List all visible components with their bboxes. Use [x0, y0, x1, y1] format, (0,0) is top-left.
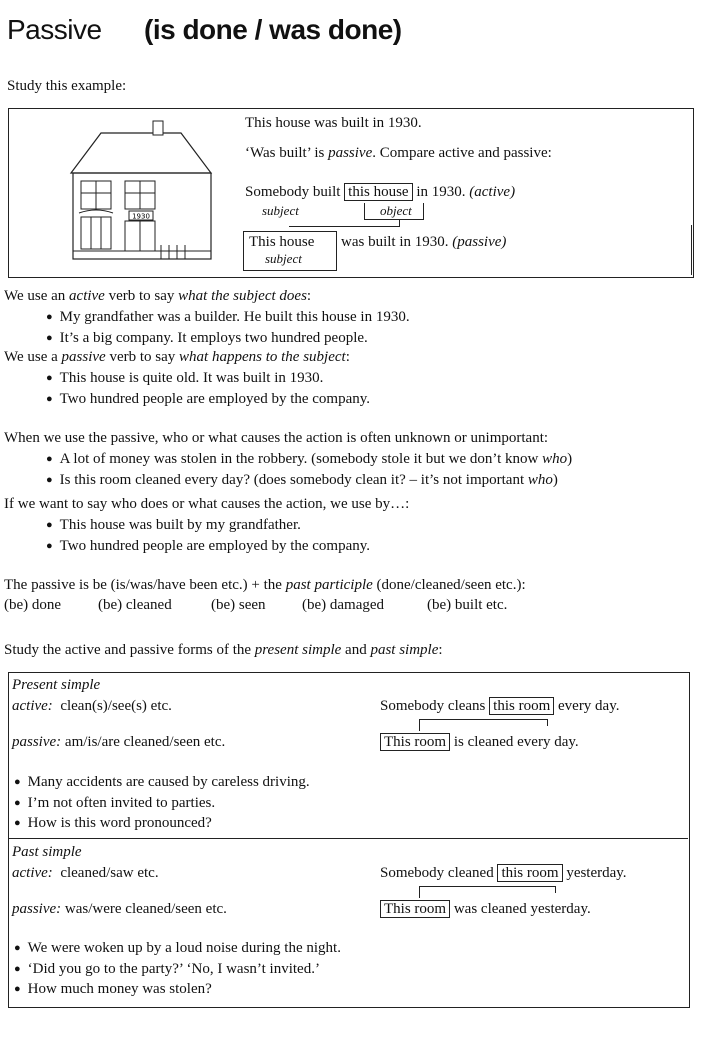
present-active-row: active: clean(s)/see(s) etc.: [12, 698, 172, 714]
unknown-agent-bullet-1: ● A lot of money was stolen in the robbery. (somebody stole it but we don’t know who): [46, 451, 572, 468]
past-passive-example: This room was cleaned yesterday.: [380, 901, 591, 918]
page-title-form: (is done / was done): [144, 14, 402, 45]
unknown-agent-intro: When we use the passive, who or what causes the action is often unknown or unimportant:: [4, 430, 549, 446]
present-active-example: Somebody cleans this room every day.: [380, 698, 620, 714]
passive-intro: We use a passive verb to say what happens to the subject:: [4, 349, 350, 365]
present-passive-row: passive: am/is/are cleaned/seen etc.: [12, 734, 226, 750]
unknown-agent-bullet-2: ● Is this room cleaned every day? (does somebody clean it? – it’s not important who): [46, 472, 558, 489]
present-bullet-3: ● How is this word pronounced?: [14, 815, 212, 832]
page-title: Passive: [7, 14, 102, 45]
house-number: 1930: [132, 212, 150, 221]
present-bullet-2: ● I’m not often invited to parties.: [14, 795, 215, 812]
house-illustration: [61, 115, 221, 265]
present-bullet-1: ● Many accidents are caused by careless driving.: [14, 774, 310, 791]
passive-bullet-2: ● Two hundred people are employed by the company.: [46, 391, 370, 408]
form-5: (be) built etc.: [427, 597, 508, 613]
past-active-example: Somebody cleaned this room yesterday.: [380, 865, 627, 881]
by-intro: If we want to say who does or what causes the action, we use by…:: [4, 496, 410, 512]
past-passive-row: passive: was/were cleaned/seen etc.: [12, 901, 227, 917]
subject-label: subject: [262, 203, 299, 218]
object-label: object: [380, 203, 412, 218]
past-heading: Past simple: [12, 844, 82, 860]
by-bullet-2: ● Two hundred people are employed by the company.: [46, 538, 370, 555]
active-object-box: this house: [344, 183, 412, 201]
form-2: (be) cleaned: [98, 597, 172, 613]
past-active-row: active: cleaned/saw etc.: [12, 865, 159, 881]
form-4: (be) damaged: [302, 597, 385, 613]
tenses-intro: Study the active and passive forms of the present simple and past simple:: [4, 642, 443, 658]
tenses-divider: [8, 838, 688, 839]
active-intro: We use an active verb to say what the subject does:: [4, 288, 312, 304]
passive-bullet-1: ● This house is quite old. It was built in 1930.: [46, 370, 323, 387]
past-bullet-2: ● ‘Did you go to the party?’ ‘No, I wasn’t invited.’: [14, 961, 320, 978]
present-heading: Present simple: [12, 677, 101, 693]
active-bullet-1: ● My grandfather was a builder. He built this house in 1930.: [46, 309, 410, 326]
example-line-1: This house was built in 1930.: [245, 115, 422, 131]
active-bullet-2: ● It’s a big company. It employs two hundred people.: [46, 330, 368, 347]
passive-subject-label: subject: [265, 251, 302, 266]
intro-text: Study this example:: [7, 78, 127, 94]
form-1: (be) done: [4, 597, 62, 613]
form-3: (be) seen: [211, 597, 266, 613]
tenses-box: [8, 672, 690, 1008]
participle-rule: The passive is be (is/was/have been etc.) + the past participle (done/cleaned/seen etc.):: [4, 577, 526, 593]
passive-subject: This house: [249, 234, 315, 250]
past-bullet-1: ● We were woken up by a loud noise during the night.: [14, 940, 341, 957]
by-bullet-1: ● This house was built by my grandfather.: [46, 517, 301, 534]
example-box: [8, 108, 694, 278]
passive-sentence: was built in 1930. (passive): [341, 234, 507, 250]
present-passive-example: This room is cleaned every day.: [380, 734, 579, 751]
past-bullet-3: ● How much money was stolen?: [14, 981, 212, 998]
active-sentence: Somebody built this house in 1930. (active): [245, 184, 516, 200]
example-line-2: ‘Was built’ is passive. Compare active and passive:: [245, 145, 552, 161]
